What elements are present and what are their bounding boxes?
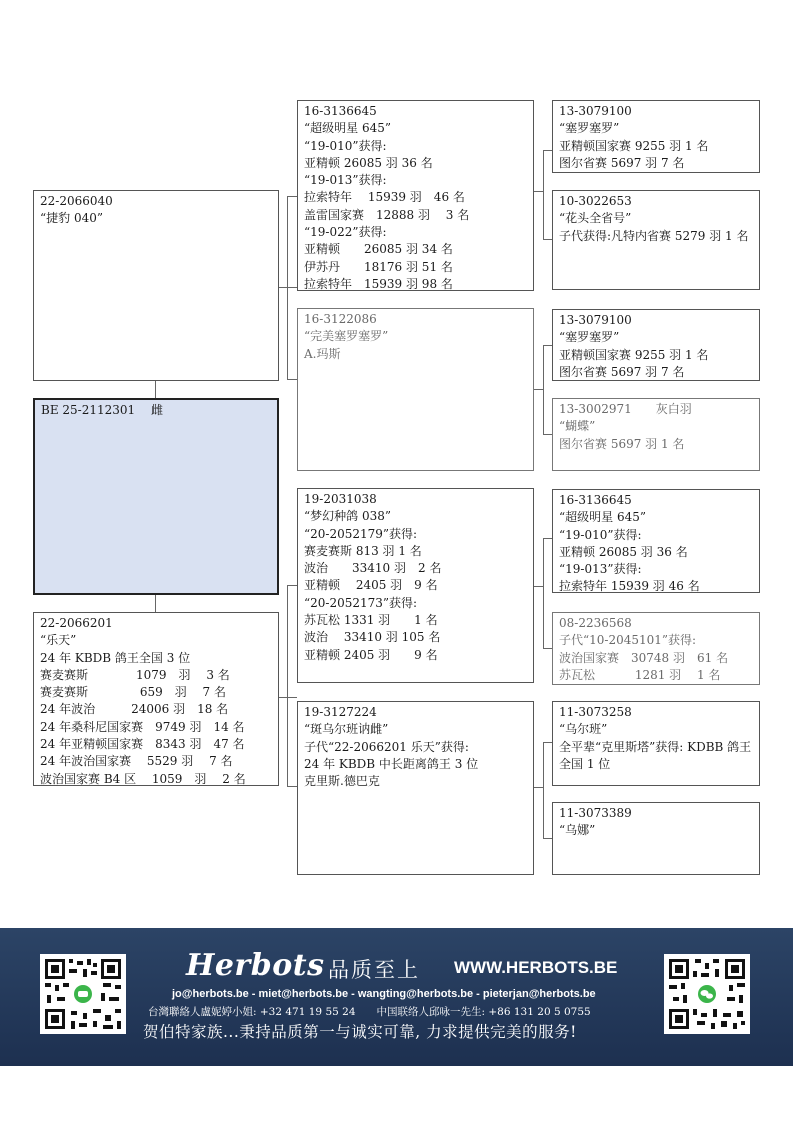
connector <box>287 786 297 787</box>
connector <box>543 538 544 648</box>
result-line: 亚精顿 26085 羽 34 名 <box>304 242 453 257</box>
ring-number: 19-3127224 <box>304 705 377 719</box>
result-line: 24 年桑科尼国家赛 9749 羽 14 名 <box>40 719 245 734</box>
result-line: “19-010”获得: <box>304 138 387 153</box>
website-link[interactable]: WWW.HERBOTS.BE <box>454 958 618 977</box>
connector <box>543 648 552 649</box>
granddam-maternal-box <box>297 701 534 875</box>
ring-number: 13-3079100 <box>559 313 632 327</box>
ring-number: 16-3136645 <box>559 493 632 507</box>
ancestor-box <box>552 802 760 875</box>
qr-code-left[interactable] <box>40 954 126 1034</box>
result-line: 盖雷国家赛 12888 羽 3 名 <box>304 207 470 222</box>
result-line: 图尔省赛 5697 羽 7 名 <box>559 364 685 379</box>
connector <box>543 345 552 346</box>
connector <box>287 196 297 197</box>
ancestor-box <box>552 309 760 381</box>
pigeon-name: “梦幻种鸽 038” <box>304 509 391 524</box>
connector <box>533 389 543 390</box>
result-line: 赛麦赛斯 659 羽 7 名 <box>40 685 226 700</box>
result-line: 亚精顿 26085 羽 36 名 <box>304 155 433 170</box>
result-line: 波治国家赛 B4 区 1059 羽 2 名 <box>40 771 246 786</box>
result-line: “19-013”获得: <box>304 173 387 188</box>
ring-number: 10-3022653 <box>559 194 632 208</box>
result-line: 24 年波治国家赛 5529 羽 7 名 <box>40 754 233 769</box>
connector <box>543 538 552 539</box>
dam-box <box>33 612 279 786</box>
ring-number: 11-3073258 <box>559 705 632 719</box>
result-line: “20-2052179”获得: <box>304 526 418 541</box>
ancestor-box <box>552 398 760 471</box>
result-line: 24 年亚精顿国家赛 8343 羽 47 名 <box>40 737 245 752</box>
grandsire-paternal-box <box>297 100 534 291</box>
result-line: 24 年 KBDB 鸽王全国 3 位 <box>40 650 191 665</box>
breeder-line: 克里斯.德巴克 <box>304 774 380 789</box>
ring-number: 22-2066040 <box>40 194 113 208</box>
pigeon-name: “花头全省号” <box>559 211 632 226</box>
result-line: 拉索特年 15939 羽 46 名 <box>559 579 700 594</box>
ring-number: 16-3136645 <box>304 104 377 118</box>
ring-number: 22-2066201 <box>40 616 113 630</box>
connector <box>533 191 543 192</box>
ring-number: 08-2236568 <box>559 616 632 630</box>
connector <box>543 150 552 151</box>
pigeon-name: “塞罗塞罗” <box>559 121 620 136</box>
result-line: 赛麦赛斯 1079 羽 3 名 <box>40 667 230 682</box>
brand-row <box>186 948 616 982</box>
ancestor-box <box>552 489 760 593</box>
breeder-line: A.玛斯 <box>304 346 341 361</box>
qr-code-right[interactable] <box>664 954 750 1034</box>
result-line: 苏瓦松 1281 羽 1 名 <box>559 667 721 682</box>
result-line: 子代获得:凡特内省赛 5279 羽 1 名 <box>559 228 749 243</box>
result-line: 图尔省赛 5697 羽 7 名 <box>559 155 685 170</box>
pigeon-name: “塞罗塞罗” <box>559 330 620 345</box>
footer-banner <box>0 928 793 1066</box>
ring-number: 13-3079100 <box>559 104 632 118</box>
pigeon-name: “超级明星 645” <box>559 510 646 525</box>
result-line: “19-013”获得: <box>559 562 642 577</box>
pigeon-name: “蝴蝶” <box>559 419 596 434</box>
pigeon-name: “乌尔班” <box>559 722 608 737</box>
result-line: 波治国家赛 30748 羽 61 名 <box>559 650 729 665</box>
result-line: “19-022”获得: <box>304 225 387 240</box>
connector <box>287 196 288 379</box>
pigeon-name: “乐天” <box>40 633 77 648</box>
result-line: “19-010”获得: <box>559 527 642 542</box>
connector <box>533 586 543 587</box>
result-line: 亚精顿 2405 羽 9 名 <box>304 578 438 593</box>
pigeon-name: “斑乌尔班讷雌” <box>304 722 389 737</box>
connector <box>155 380 156 398</box>
ancestor-box <box>552 612 760 685</box>
connector <box>287 379 297 380</box>
result-line: 亚精顿国家赛 9255 羽 1 名 <box>559 138 709 153</box>
pigeon-name: “乌娜” <box>559 823 596 838</box>
subject-ring-number: BE 25-2112301 雌 <box>41 403 163 417</box>
result-line: 波治 33410 羽 105 名 <box>304 630 441 645</box>
ring-number: 13-3002971 灰白羽 <box>559 402 692 416</box>
result-line: 赛麦赛斯 813 羽 1 名 <box>304 543 422 558</box>
result-line: 子代“10-2045101”获得: <box>559 633 697 648</box>
brand-tagline: 品质至上 <box>328 958 420 982</box>
contact-phones: 台灣聯絡人盧妮婷小姐: +32 471 19 55 24 中国联络人邱咏一先生: +86 131 20 5 0755 <box>148 1006 591 1018</box>
ancestor-box <box>552 701 760 786</box>
ring-number: 19-2031038 <box>304 492 377 506</box>
grandsire-maternal-box <box>297 488 534 683</box>
result-line: 全平辈“克里斯塔”获得: KDBB 鸽王全国 1 位 <box>559 739 752 771</box>
result-line: 24 年波治 24006 羽 18 名 <box>40 702 229 717</box>
contact-emails[interactable]: jo@herbots.be - miet@herbots.be - wangting@herbots.be - pieterjan@herbots.be <box>172 988 596 1000</box>
result-line: 亚精顿国家赛 9255 羽 1 名 <box>559 347 709 362</box>
result-line: “20-2052173”获得: <box>304 595 418 610</box>
connector <box>543 838 552 839</box>
ring-number: 11-3073389 <box>559 806 632 820</box>
ancestor-box <box>552 190 760 290</box>
subject-box <box>33 398 279 595</box>
granddam-paternal-box <box>297 308 534 471</box>
connector <box>543 345 544 434</box>
result-line: 拉索特年 15939 羽 46 名 <box>304 190 465 205</box>
ancestor-box <box>552 100 760 173</box>
ring-number: 16-3122086 <box>304 312 377 326</box>
result-line: 拉索特年 15939 羽 98 名 <box>304 276 453 291</box>
result-line: 波治 33410 羽 2 名 <box>304 561 442 576</box>
connector <box>533 787 543 788</box>
connector <box>543 239 552 240</box>
brand-motto: 贺伯特家族...秉持品质第一与诚实可靠, 力求提供完美的服务! <box>143 1023 577 1041</box>
connector <box>155 594 156 612</box>
connector <box>287 585 288 786</box>
result-line: 亚精顿 26085 羽 36 名 <box>559 544 688 559</box>
pigeon-name: “捷豹 040” <box>40 211 103 226</box>
connector <box>543 434 552 435</box>
pigeon-name: “超级明星 645” <box>304 121 391 136</box>
result-line: 子代“22-2066201 乐天”获得: <box>304 739 469 754</box>
result-line: 24 年 KBDB 中长距离鸽王 3 位 <box>304 756 479 771</box>
connector <box>543 742 552 743</box>
result-line: 亚精顿 2405 羽 9 名 <box>304 647 438 662</box>
result-line: 苏瓦松 1331 羽 1 名 <box>304 613 438 628</box>
connector <box>543 150 544 239</box>
result-line: 图尔省赛 5697 羽 1 名 <box>559 436 685 451</box>
result-line: 伊苏丹 18176 羽 51 名 <box>304 259 453 274</box>
connector <box>287 585 297 586</box>
pigeon-name: “完美塞罗塞罗” <box>304 329 389 344</box>
brand-logo: Herbots <box>186 948 325 983</box>
connector <box>543 742 544 838</box>
sire-box <box>33 190 279 381</box>
